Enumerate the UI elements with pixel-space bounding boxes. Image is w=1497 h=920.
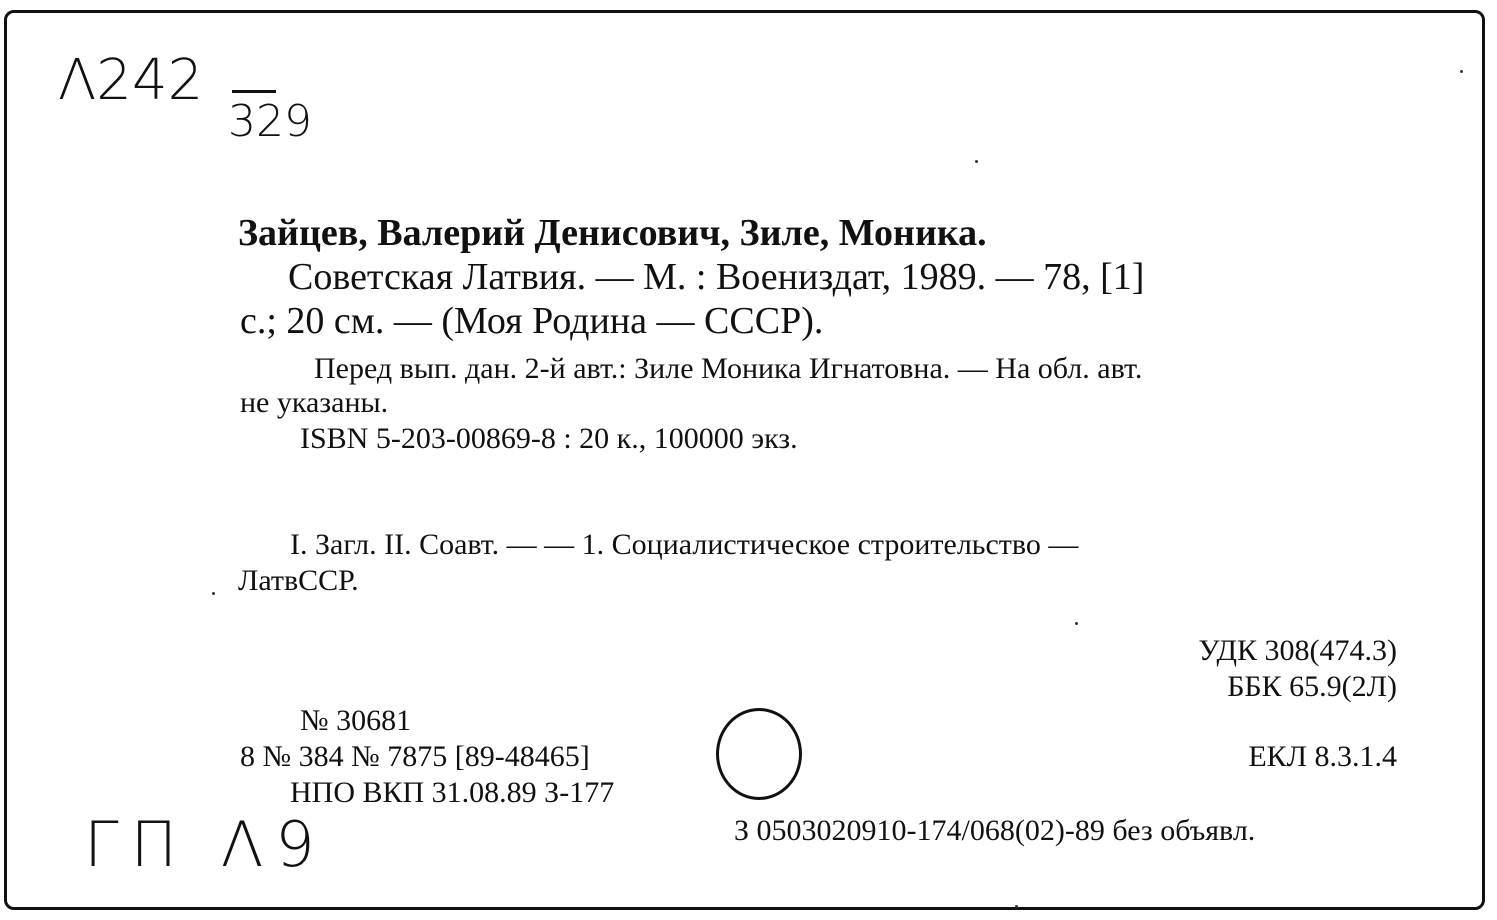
title-line-1: Советская Латвия. — М. : Воениздат, 1989. — 78, [1]: [288, 256, 1145, 298]
handwritten-note: ГП Λ9: [84, 808, 327, 881]
note-line-2: не указаны.: [240, 386, 389, 419]
bbk-code: ББК 65.9(2Л): [1227, 670, 1397, 703]
ekl-code: ЕКЛ 8.3.1.4: [1248, 740, 1397, 773]
speck: [975, 160, 978, 163]
title-line-2: с.; 20 см. — (Моя Родина — СССР).: [240, 300, 824, 342]
publisher-code: З 0503020910-174/068(02)-89 без объявл.: [734, 814, 1256, 847]
isbn-line: ISBN 5-203-00869-8 : 20 к., 100000 экз.: [300, 422, 798, 455]
handwritten-shelf-divider: [232, 90, 276, 93]
speck: [212, 592, 215, 595]
npo-line: НПО ВКП 31.08.89 З-177: [290, 776, 615, 809]
speck: [1015, 905, 1018, 908]
note-line-1: Перед вып. дан. 2-й авт.: Зиле Моника Игнатовна. — На обл. авт.: [314, 352, 1143, 385]
tracing-line-2: ЛатвССР.: [238, 564, 359, 597]
card-number: № 30681: [300, 704, 412, 737]
handwritten-shelf-number: 329: [228, 96, 312, 147]
stamp-circle: [716, 708, 802, 800]
tracing-line-1: I. Загл. II. Соавт. — — 1. Социалистическое строительство —: [290, 528, 1079, 561]
udk-code: УДК 308(474.3): [1198, 634, 1397, 667]
author-heading: Зайцев, Валерий Денисович, Зиле, Моника.: [238, 212, 987, 254]
speck: [1075, 622, 1078, 625]
order-number: 8 № 384 № 7875 [89-48465]: [240, 740, 590, 773]
handwritten-shelf-mark: Λ242: [58, 48, 204, 113]
speck: [1460, 70, 1463, 73]
